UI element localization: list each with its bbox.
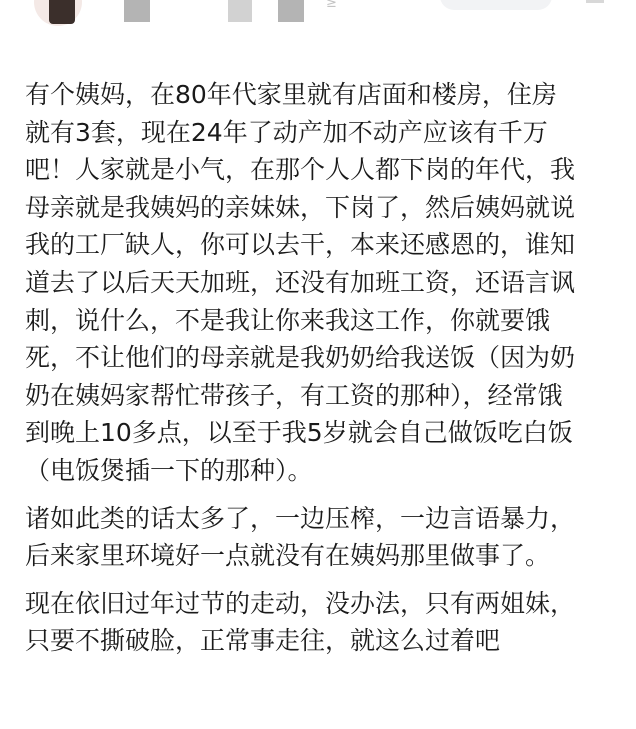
text-line: 奶在姨妈家帮忙带孩子，有工资的那种），经常饿 — [25, 380, 563, 410]
follow-button[interactable] — [440, 0, 552, 10]
text-line: 道去了以后天天加班，还没有加班工资，还语言讽 — [25, 267, 576, 297]
text-line: 母亲就是我姨妈的亲妹妹，下岗了，然后姨妈就说 — [25, 192, 576, 222]
text-line: 有个姨妈，在80年代家里就有店面和楼房，住房 — [25, 80, 557, 109]
blurred-username — [278, 0, 304, 22]
blurred-username — [124, 0, 150, 22]
text-line: 后来家里环境好一点就没有在姨妈那里做事了。 — [25, 541, 551, 571]
text-line: 现在依旧过年过节的走动，没办法，只有两姐妹， — [25, 588, 576, 618]
paragraph — [25, 76, 621, 490]
paragraph — [25, 500, 621, 575]
text-line: 到晚上10多点，以至于我5岁就会自己做饭吃白饭 — [25, 418, 573, 448]
post-header — [0, 0, 636, 34]
paragraph-gap — [25, 490, 621, 500]
paragraph-gap — [25, 575, 621, 585]
text-line: 诸如此类的话太多了，一边压榨，一边言语暴力， — [25, 503, 576, 533]
text-line: （电饭煲插一下的那种）。 — [25, 455, 313, 485]
text-line: 死，不让他们的母亲就是我奶奶给我送饭（因为奶 — [25, 343, 576, 373]
text-line: 刺，说什么，不是我让你来我这工作，你就要饿 — [25, 305, 551, 335]
text-line: 就有3套，现在24年了动产加不动产应该有千万 — [25, 117, 548, 147]
post-body — [25, 76, 621, 660]
text-line: 我的工厂缺人，你可以去干，本来还感恩的，谁知 — [25, 230, 576, 260]
paragraph — [25, 585, 621, 660]
post-meta: ≥ — [326, 0, 337, 11]
avatar-image — [49, 0, 75, 24]
blurred-username — [228, 0, 252, 22]
more-menu-icon[interactable] — [586, 0, 604, 3]
avatar[interactable] — [34, 0, 82, 26]
text-line: 只要不撕破脸，正常事走往，就这么过着吧 — [25, 626, 501, 656]
text-line: 吧！人家就是小气，在那个人人都下岗的年代，我 — [25, 155, 576, 185]
